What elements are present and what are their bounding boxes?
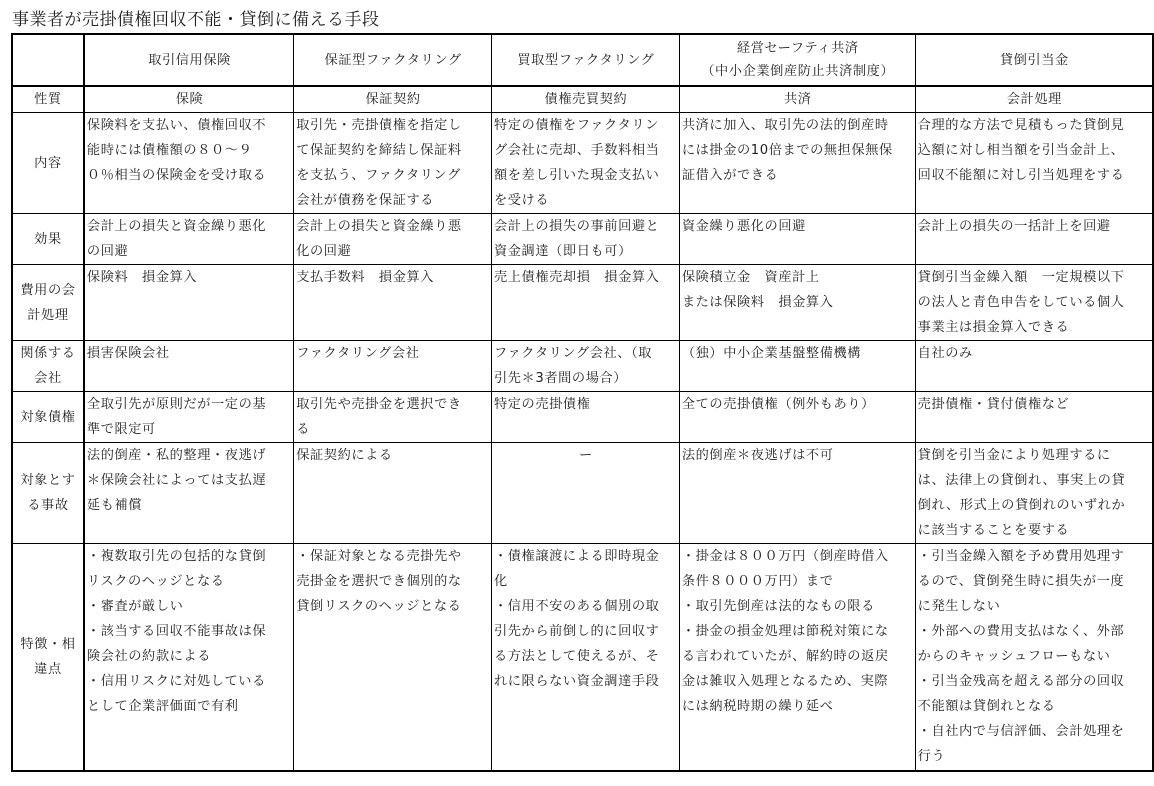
- table-cell: （独）中小企業基盤整備機構: [679, 341, 915, 392]
- table-row-nature: [12, 86, 1153, 113]
- table-cell: 損害保険会社: [84, 341, 294, 392]
- table-cell: 自社のみ: [915, 341, 1153, 392]
- row-label: 性質: [12, 86, 84, 113]
- column-header-guarantee-factoring: 保証型ファクタリング: [294, 34, 492, 86]
- table-row-content: [12, 113, 1153, 214]
- table-cell: 会計上の損失の事前回避と 資金調達（即日も可）: [491, 214, 679, 265]
- table-cell: 会計処理: [915, 86, 1153, 113]
- table-cell: 保険料 損金算入: [84, 265, 294, 341]
- table-cell: 特定の債権をファクタリン グ会社に売却、手数料相当 額を差し引いた現金支払い を受ける: [491, 113, 679, 214]
- table-cell: 法的倒産・私的整理・夜逃げ ＊保険会社によっては支払遅 延も補償: [84, 443, 294, 544]
- row-label: 対象とす る事故: [12, 443, 84, 544]
- row-label: 内容: [12, 113, 84, 214]
- table-row-related-company: [12, 341, 1153, 392]
- table-cell: ・掛金は８００万円（倒産時借入 条件８０００万円）まで ・取引先倒産は法的なもの限る ・掛金の損金処理は節税対策にな る言われていたが、解約時の返戻 金は雑収入処理となるため、実際 には納税時期の繰り延べ: [679, 544, 915, 771]
- table-cell: 法的倒産＊夜逃げは不可: [679, 443, 915, 544]
- table-row-effect: [12, 214, 1153, 265]
- table-cell: ー: [491, 443, 679, 544]
- table-cell: 売上債権売却損 損金算入: [491, 265, 679, 341]
- table-cell: ・保証対象となる売掛先や 売掛金を選択でき個別的な 貸倒リスクのヘッジとなる: [294, 544, 492, 771]
- table-cell: ・複数取引先の包括的な貸倒 リスクのヘッジとなる ・審査が厳しい ・該当する回収不能事故は保 険会社の約款による ・信用リスクに対処している として企業評価面で有利: [84, 544, 294, 771]
- table-cell: 保険: [84, 86, 294, 113]
- column-header-bad-debt-allowance: 貸倒引当金: [915, 34, 1153, 86]
- table-cell: 会計上の損失の一括計上を回避: [915, 214, 1153, 265]
- table-cell: 売掛債権・貸付債権など: [915, 392, 1153, 443]
- table-cell: 保証契約による: [294, 443, 492, 544]
- column-header-purchase-factoring: 買取型ファクタリング: [491, 34, 679, 86]
- table-row-cost-accounting: [12, 265, 1153, 341]
- table-cell: 取引先や売掛金を選択でき る: [294, 392, 492, 443]
- header-row: [12, 34, 1153, 86]
- table-cell: ファクタリング会社: [294, 341, 492, 392]
- comparison-table: [11, 33, 1154, 772]
- corner-cell: [12, 34, 84, 86]
- table-cell: ・債権譲渡による即時現金 化 ・信用不安のある個別の取 引先から前倒し的に回収す る方法として使えるが、そ れに限らない資金調達手段: [491, 544, 679, 771]
- table-cell: 特定の売掛債権: [491, 392, 679, 443]
- table-cell: 合理的な方法で見積もった貸倒見 込額に対し相当額を引当金計上、 回収不能額に対し引当処理をする: [915, 113, 1153, 214]
- table-cell: 共済に加入、取引先の法的倒産時 には掛金の10倍までの無担保無保 証借入ができる: [679, 113, 915, 214]
- row-label: 効果: [12, 214, 84, 265]
- table-cell: 保険積立金 資産計上 または保険料 損金算入: [679, 265, 915, 341]
- row-label: 特徴・相 違点: [12, 544, 84, 771]
- table-row-features: [12, 544, 1153, 771]
- table-cell: 保険料を支払い、債権回収不 能時には債権額の８０～９ ０％相当の保険金を受け取る: [84, 113, 294, 214]
- table-cell: 取引先・売掛債権を指定し て保証契約を締結し保証料 を支払う、ファクタリング 会社が債務を保証する: [294, 113, 492, 214]
- table-cell: 会計上の損失と資金繰り悪 化の回避: [294, 214, 492, 265]
- table-cell: 支払手数料 損金算入: [294, 265, 492, 341]
- table-cell: ・引当金繰入額を予め費用処理す るので、貸倒発生時に損失が一度 に発生しない ・外部への費用支払はなく、外部 からのキャッシュフローもない ・引当金残高を超える部分の回収 不能額は貸倒れとなる ・自社内で与信評価、会計処理を 行う: [915, 544, 1153, 771]
- table-cell: 保証契約: [294, 86, 492, 113]
- table-row-target-receivables: [12, 392, 1153, 443]
- column-header-safety-mutual-aid: 経営セーフティ共済 （中小企業倒産防止共済制度）: [679, 34, 915, 86]
- table-cell: 貸倒を引当金により処理するに は、法律上の貸倒れ、事実上の貸 倒れ、形式上の貸倒れのいずれか に該当することを要する: [915, 443, 1153, 544]
- table-cell: 資金繰り悪化の回避: [679, 214, 915, 265]
- column-header-trade-credit-insurance: 取引信用保険: [84, 34, 294, 86]
- row-label: 対象債権: [12, 392, 84, 443]
- row-label: 関係する 会社: [12, 341, 84, 392]
- table-cell: 全ての売掛債権（例外もあり）: [679, 392, 915, 443]
- table-cell: 債権売買契約: [491, 86, 679, 113]
- table-cell: 貸倒引当金繰入額 一定規模以下 の法人と青色申告をしている個人 事業主は損金算入できる: [915, 265, 1153, 341]
- row-label: 費用の会 計処理: [12, 265, 84, 341]
- table-cell: 共済: [679, 86, 915, 113]
- table-cell: 全取引先が原則だが一定の基 準で限定可: [84, 392, 294, 443]
- table-cell: 会計上の損失と資金繰り悪化 の回避: [84, 214, 294, 265]
- table-cell: ファクタリング会社、（取 引先＊3者間の場合）: [491, 341, 679, 392]
- table-row-target-incidents: [12, 443, 1153, 544]
- document-title: 事業者が売掛債権回収不能・貸倒に備える手段: [12, 10, 380, 30]
